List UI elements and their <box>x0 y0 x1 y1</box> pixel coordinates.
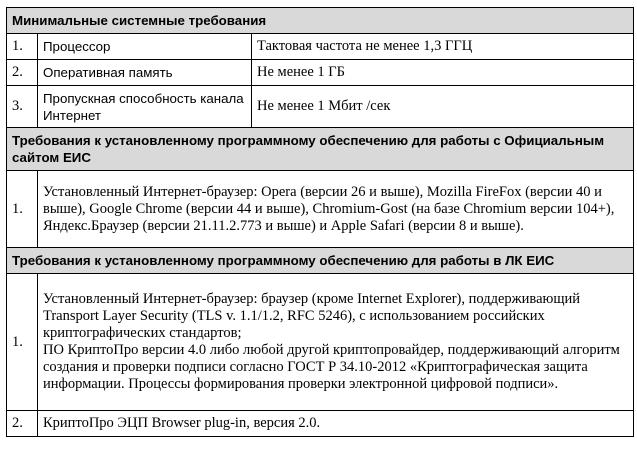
requirement-text <box>38 274 634 411</box>
row-number: 2. <box>7 411 38 437</box>
row-number: 1. <box>7 34 38 60</box>
requirement-text: Установленный Интернет-браузер: Opera (версии 26 и выше), Mozilla FireFox (версии 40 и выше), Google Chrome (версии 44 и выше), Chromium-Gost (на базе Chromium версии 104+), Яндекс.Браузер (версии 21.11.2.773 и выше) и Apple Safari (версии 8 и выше). <box>38 171 634 248</box>
requirement-text: КриптоПро ЭЦП Browser plug-in, версия 2.0. <box>38 411 634 437</box>
requirements-table <box>6 7 634 437</box>
row-number: 1. <box>7 274 38 411</box>
requirement-value: Не менее 1 Мбит /сек <box>252 86 634 128</box>
requirement-paragraph-browser: Установленный Интернет-браузер: браузер (кроме Internet Explorer), поддерживающий Transport Layer Security (TLS v. 1.1/1.2, RFC 5246), с использованием российских криптографических стандартов; <box>43 291 581 341</box>
table-row <box>7 171 634 248</box>
section-header-row <box>7 8 634 34</box>
table-row <box>7 60 634 86</box>
section-title-official-site: Требования к установленному программному обеспечению для работы с Официальным сайтом ЕИС <box>7 128 634 171</box>
row-number: 1. <box>7 171 38 248</box>
section-header-row <box>7 128 634 171</box>
table-row <box>7 411 634 437</box>
requirement-name: Пропускная способность канала Интернет <box>38 86 252 128</box>
requirement-name: Процессор <box>38 34 252 60</box>
section-title-minimal: Минимальные системные требования <box>7 8 634 34</box>
requirement-value: Тактовая частота не менее 1,3 ГГЦ <box>252 34 634 60</box>
table-row <box>7 86 634 128</box>
section-title-personal-account: Требования к установленному программному обеспечению для работы в ЛК ЕИС <box>7 248 634 274</box>
row-number: 2. <box>7 60 38 86</box>
section-header-row <box>7 248 634 274</box>
table-row <box>7 34 634 60</box>
row-number: 3. <box>7 86 38 128</box>
requirement-paragraph-cryptopro: ПО КриптоПро версии 4.0 либо любой другой криптопровайдер, поддерживающий алгоритм создания и проверки подписи согласно ГОСТ Р 34.10-2012 «Криптографическая защита информации. Процессы формирования проверки электронной цифровой подписи». <box>43 342 620 392</box>
table-row <box>7 274 634 411</box>
requirement-value: Не менее 1 ГБ <box>252 60 634 86</box>
requirement-name: Оперативная память <box>38 60 252 86</box>
